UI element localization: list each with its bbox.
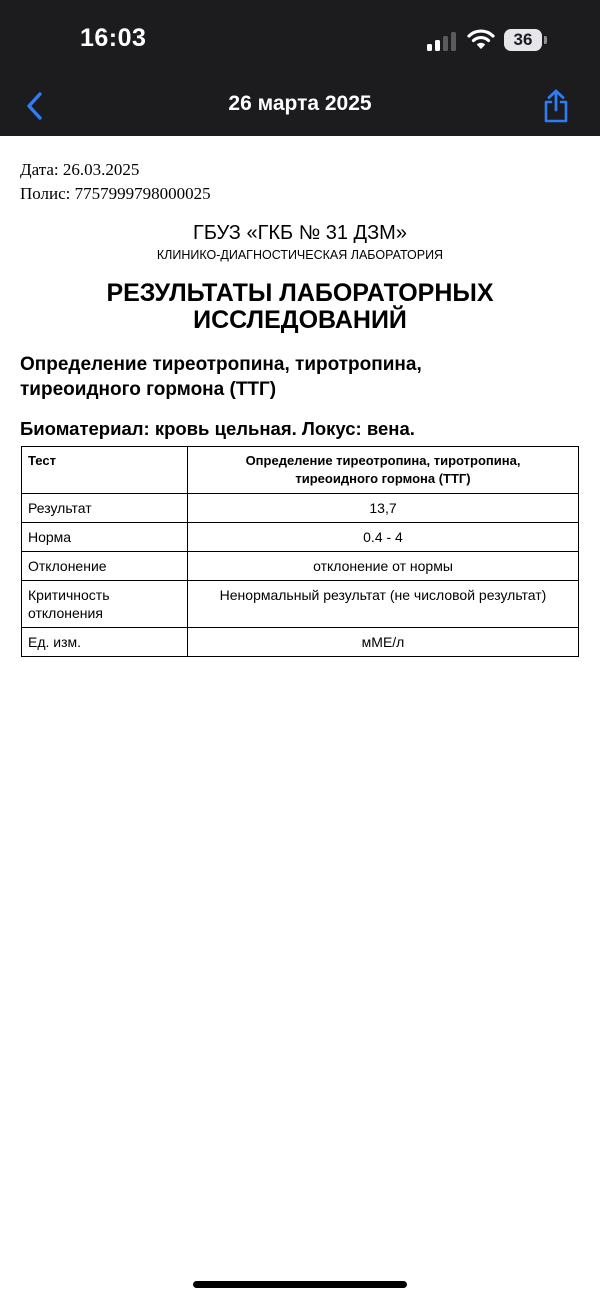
table-row [22, 581, 579, 628]
test-name-line-1: Определение тиреотропина, тиротропина, [20, 354, 422, 375]
page-title: 26 марта 2025 [228, 92, 372, 115]
row-label-norm: Норма [22, 523, 188, 552]
wifi-icon [467, 28, 495, 50]
test-name-line-2: тиреоидного гормона (ТТГ) [20, 379, 277, 400]
document-title [40, 280, 560, 334]
row-label-result: Результат [22, 494, 188, 523]
row-label-deviation: Отклонение [22, 552, 188, 581]
table-row [22, 628, 579, 657]
home-indicator[interactable] [193, 1281, 407, 1288]
row-value-criticality: Ненормальный результат (не числовой результат) [188, 581, 579, 628]
biomaterial-line: Биоматериал: кровь цельная. Локус: вена. [20, 418, 415, 439]
table-header-value [188, 447, 579, 494]
policy-line: Полис: 7757999798000025 [20, 184, 211, 203]
navigation-bar [0, 80, 600, 136]
table-header-value-line-1: Определение тиреотропина, тиротропина, [245, 453, 521, 468]
document-title-line-2: ИССЛЕДОВАНИЙ [193, 306, 407, 334]
table-header-row [22, 447, 579, 494]
status-time: 16:03 [80, 24, 147, 52]
back-button[interactable] [20, 90, 50, 122]
table-row [22, 523, 579, 552]
laboratory-name: КЛИНИКО-ДИАГНОСТИЧЕСКАЯ ЛАБОРАТОРИЯ [156, 248, 444, 262]
row-value-units: мМЕ/л [188, 628, 579, 657]
lab-result-document [0, 136, 600, 1300]
row-label-criticality-line-1: Критичность [28, 587, 110, 603]
date-line: Дата: 26.03.2025 [20, 160, 140, 179]
row-value-norm: 0.4 - 4 [188, 523, 579, 552]
row-value-result: 13,7 [188, 494, 579, 523]
battery-icon [544, 36, 547, 44]
table-header-value-line-2: тиреоидного гормона (ТТГ) [295, 471, 471, 486]
row-label-units: Ед. изм. [22, 628, 188, 657]
document-title-line-1: РЕЗУЛЬТАТЫ ЛАБОРАТОРНЫХ [106, 279, 494, 307]
table-row [22, 494, 579, 523]
results-table [21, 446, 579, 657]
status-bar [0, 0, 600, 80]
cellular-signal-icon [427, 31, 457, 51]
share-button[interactable] [540, 88, 572, 124]
row-value-deviation: отклонение от нормы [188, 552, 579, 581]
row-label-criticality [22, 581, 188, 628]
battery-level: 36 [504, 29, 542, 51]
organization-name: ГБУЗ «ГКБ № 31 ДЗМ» [193, 222, 407, 244]
row-label-criticality-line-2: отклонения [28, 605, 103, 621]
test-name-heading [20, 352, 540, 402]
table-header-label: Тест [22, 447, 188, 494]
table-row [22, 552, 579, 581]
